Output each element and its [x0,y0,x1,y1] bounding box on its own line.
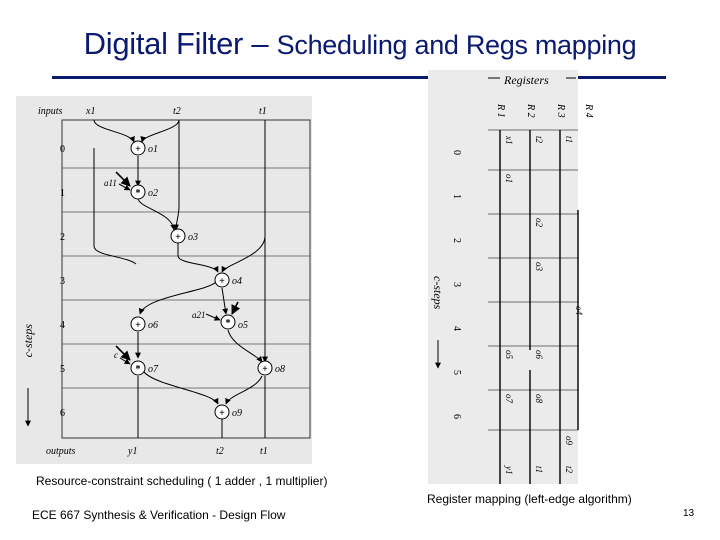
step-5: 5 [60,364,65,375]
op-sym-o4: + [219,276,225,287]
reg-step-0: 0 [451,150,462,155]
reg-step-4: 4 [451,326,462,331]
cell-o9: o9 [564,436,574,445]
step-1: 1 [60,188,65,199]
cell-o7: o7 [504,394,514,403]
cell-o4: o4 [574,306,584,315]
op-sym-o5: * [225,318,231,329]
op-label-o2: o2 [148,188,158,199]
caption-left: Resource-constraint scheduling ( 1 adder , 1 multiplier) [36,474,328,488]
cell-o6: o6 [534,350,544,359]
highlight-arrow-o7 [116,346,130,360]
op-label-o7: o7 [148,364,158,375]
schedule-figure [16,96,312,464]
highlight-arrow-o2 [116,172,130,186]
footer-text: ECE 667 Synthesis & Verification - Design Flow [32,508,286,522]
cell-o1: o1 [504,174,514,183]
step-0: 0 [60,144,65,155]
cell-y1: y1 [504,466,514,475]
page-number: 13 [683,508,695,519]
register-r2: R 2 [525,104,536,118]
register-figure [428,70,594,484]
step-4: 4 [60,320,65,331]
register-r3: R 3 [555,104,566,118]
title-main: Digital Filter – [83,26,269,61]
op-sym-o6: + [135,320,141,331]
reg-step-6: 6 [451,414,462,419]
cell-o2: o2 [534,218,544,227]
schedule-diagram [16,96,312,464]
output-t2: t2 [216,446,224,457]
title-sub: Scheduling and Regs mapping [276,30,637,60]
input-x1: x1 [86,106,96,117]
cell-x1: x1 [504,136,514,145]
step-3: 3 [60,276,65,287]
op-label-o3: o3 [188,232,198,243]
op-sym-o3: + [175,232,181,243]
register-r1: R 1 [495,104,506,118]
c-steps-label: c-steps [21,324,35,358]
cell-o5: o5 [504,350,514,359]
op-label-o9: o9 [232,408,242,419]
input-t1: t1 [259,106,267,117]
op-sym-o1: + [135,144,141,155]
caption-right: Register mapping (left-edge algorithm) [427,492,632,506]
outputs-label: outputs [46,446,76,457]
registers-header: Registers [504,73,549,87]
op-sym-o9: + [219,408,225,419]
input-t2: t2 [173,106,181,117]
reg-step-1: 1 [451,194,462,199]
coef-c: c [114,350,118,360]
step-6: 6 [60,408,65,419]
op-sym-o8: + [262,364,268,375]
register-diagram [428,70,594,484]
register-r4: R 4 [583,104,594,118]
op-label-o6: o6 [148,320,158,331]
inputs-label: inputs [38,106,63,117]
output-t1: t1 [260,446,268,457]
highlight-arrow-o5 [232,302,238,314]
reg-step-2: 2 [451,238,462,243]
op-label-o4: o4 [232,276,242,287]
op-label-o8: o8 [275,364,285,375]
coef-a11: a11 [104,178,117,188]
cell-t1-out: t1 [534,466,544,474]
op-sym-o2: * [135,188,141,199]
step-2: 2 [60,232,65,243]
cell-t2: t2 [534,136,544,144]
cell-o8: o8 [534,394,544,403]
coef-a21: a21 [192,310,206,320]
cell-t1: t1 [564,136,574,144]
reg-step-3: 3 [451,282,462,287]
output-y1: y1 [128,446,138,457]
reg-step-5: 5 [451,370,462,375]
op-sym-o7: * [135,364,141,375]
slide-title [0,26,720,62]
cell-o3: o3 [534,262,544,271]
cell-t2-out: t2 [564,466,574,474]
op-label-o5: o5 [238,320,248,331]
reg-c-steps-label: c-steps [431,276,445,310]
op-label-o1: o1 [148,144,158,155]
